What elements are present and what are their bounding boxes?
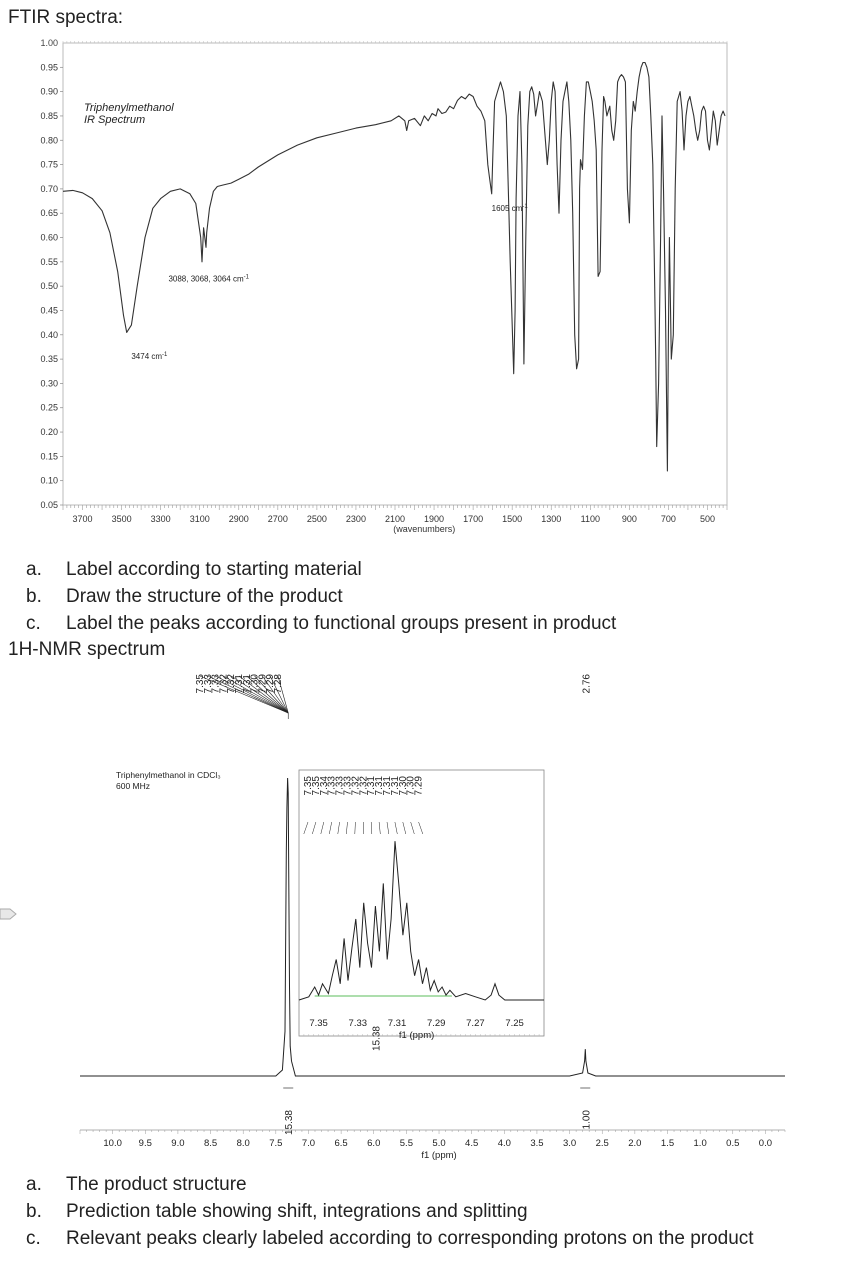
ir-y-tick-label: 0.35 [40,354,58,365]
nmr-x-tick-label: 6.0 [367,1138,381,1149]
ir-question-list [26,556,616,637]
ir-x-tick-label: 700 [660,514,676,524]
ir-x-axis [73,514,715,534]
nmr-inset-peak-label: 7.33 [326,776,338,796]
nmr-question-a [26,1171,754,1198]
nmr-peak-label: 7.33 [202,674,214,694]
ir-x-tick-label: 1500 [502,514,523,524]
side-arrow-icon [0,906,18,922]
nmr-x-tick-label: 8.0 [236,1138,250,1149]
nmr-x-tick-label: 5.0 [432,1138,446,1149]
nmr-inset-axis-label: f1 (ppm) [398,1030,435,1041]
nmr-peak-label: 7.32 [226,674,238,694]
nmr-x-tick-label: 4.0 [497,1138,511,1149]
nmr-inset-peak-label: 7.35 [310,776,322,796]
nmr-question-c-text: Relevant peaks clearly labeled according to corresponding protons on the product [66,1228,754,1249]
ir-y-tick-label: 0.50 [40,281,58,292]
nmr-title: Triphenylmethanol in CDCl₃ [116,770,221,780]
ir-y-tick-label: 0.75 [40,159,58,170]
ir-question-b-letter: b. [26,586,42,607]
ir-series-line [63,63,725,472]
nmr-inset-peak-label: 7.31 [374,776,386,796]
nmr-x-tick-label: 3.5 [530,1138,544,1149]
nmr-peak-label: 7.28 [273,674,284,694]
nmr-integral [283,1088,295,1135]
nmr-inset-peak-label: 7.30 [397,776,409,796]
nmr-x-tick-label: 2.0 [628,1138,642,1149]
ir-question-a [26,556,616,583]
nmr-peak-labels [195,674,592,719]
ir-x-tick-label: 3100 [189,514,210,524]
ir-y-tick-label: 0.25 [40,402,58,413]
nmr-x-axis [80,1130,785,1161]
ir-y-tick-label: 0.65 [40,208,58,219]
nmr-question-b [26,1198,754,1225]
nmr-peak-label-single: 2.76 [581,674,593,694]
ir-x-tick-label: 3700 [72,514,93,524]
nmr-inset-peak-label: 7.31 [382,776,393,796]
ir-y-axis [40,38,63,510]
nmr-x-tick-label: 0.0 [758,1138,773,1149]
ir-chart-title [84,102,174,126]
ir-x-tick-label: 2100 [384,514,406,524]
nmr-inset-peak-label: 7.32 [350,776,362,796]
nmr-heading: 1H-NMR spectrum [8,639,166,660]
ir-y-tick-label: 0.20 [40,427,58,438]
ir-annotation-superscript: -1 [243,274,249,281]
nmr-inset-peak-label: 7.33 [342,776,354,796]
ir-transmittance-line [63,63,725,472]
ir-y-tick-label: 0.90 [40,86,58,97]
ir-x-tick-label: 2900 [228,514,249,524]
nmr-inset-peak-label: 7.31 [389,776,401,796]
ir-y-tick-label: 0.30 [40,378,58,389]
ir-y-tick-label: 0.85 [40,110,58,121]
nmr-x-tick-label: 9.5 [138,1138,152,1149]
ir-x-tick-label: 2500 [306,514,327,524]
nmr-inset-tick-label: 7.25 [505,1018,524,1029]
ir-peak-annotation: 1605 $cm^{-1}$ [491,203,528,213]
ir-title-line: IR Spectrum [84,114,146,126]
nmr-question-c-letter: c. [26,1228,41,1249]
nmr-inset-peak-label: 7.33 [334,776,346,796]
nmr-peak-label: 7.29 [257,674,269,694]
nmr-x-tick-label: 6.5 [334,1138,348,1149]
ir-question-a-text: Label according to starting material [66,559,362,580]
nmr-inset-peak-label: 7.29 [413,776,425,796]
ir-x-tick-label: 900 [621,514,637,524]
ir-y-tick-label: 0.45 [40,305,58,316]
ir-y-tick-label: 0.95 [40,62,58,73]
nmr-x-tick-label: 2.5 [595,1138,609,1149]
ir-question-c [26,610,616,637]
ir-y-tick-label: 0.15 [40,451,58,462]
nmr-inset-tick-label: 7.31 [387,1018,407,1029]
nmr-inset-peak-label: 7.32 [358,776,370,796]
nmr-peak-label: 7.31 [234,674,245,694]
ir-spectrum-chart [0,0,860,548]
nmr-peak-label: 7.30 [249,674,261,694]
ir-y-tick-label-top: 1.00 [40,38,58,48]
nmr-peak-label: 7.29 [265,674,277,694]
ir-x-tick-label: 3500 [111,514,132,524]
nmr-inset-tick-label: 7.35 [309,1018,328,1029]
ir-y-tick-label: 0.80 [40,135,58,146]
nmr-inset-peak-label: 7.35 [303,776,314,796]
nmr-integral [580,1088,592,1129]
ir-y-tick-label: 0.60 [40,232,58,243]
ir-y-tick-label: 0.05 [40,500,58,510]
ir-x-tick-label: 3300 [150,514,171,524]
ir-x-tick-label: 2700 [267,514,288,524]
nmr-x-tick-label: 3.0 [562,1138,577,1149]
nmr-inset-tick-label: 7.29 [426,1018,446,1029]
nmr-inset [299,770,544,1051]
ir-question-b-text: Draw the structure of the product [66,586,343,607]
nmr-chart-title [116,770,221,791]
ir-x-tick-label: 1900 [424,514,445,524]
nmr-integral-label: 1.00 [581,1110,593,1130]
ftir-heading: FTIR spectra: [8,7,124,28]
nmr-inset-tick-label: 7.27 [466,1018,485,1029]
ir-x-axis-label: (wavenumbers) [393,524,456,534]
nmr-inset-tick-label: 7.33 [348,1018,368,1029]
nmr-question-b-letter: b. [26,1201,42,1222]
nmr-x-tick-label: 7.5 [269,1138,283,1149]
nmr-question-c [26,1225,754,1252]
ir-x-tick-label: 500 [699,514,715,524]
ir-x-tick-label: 1100 [580,514,600,524]
ir-peak-annotation: 3088, 3068, 3064 $cm^{-1}$ [168,274,249,284]
ir-annotation-superscript: -1 [162,352,168,359]
ir-question-b [26,583,616,610]
nmr-x-axis-label: f1 (ppm) [421,1150,457,1161]
ir-x-tick-label: 1300 [541,514,562,524]
nmr-x-tick-label: 0.5 [726,1138,740,1149]
nmr-peak-label: 7.32 [218,674,230,694]
nmr-spectrum-chart [0,660,860,1180]
ir-x-tick-label: 2300 [345,514,366,524]
ir-annotation-superscript: -1 [522,203,528,210]
nmr-x-tick-label: 4.5 [465,1138,479,1149]
nmr-peak-label: 7.33 [210,674,222,694]
nmr-subtitle: 600 MHz [116,781,151,791]
ir-title-line: Triphenylmethanol [84,102,174,114]
nmr-x-tick-label: 7.0 [301,1138,316,1149]
ir-question-a-letter: a. [26,559,42,580]
nmr-x-tick-label: 8.5 [203,1138,218,1149]
nmr-x-tick-label: 1.0 [693,1138,707,1149]
ir-question-c-text: Label the peaks according to functional groups present in product [66,613,617,634]
ir-question-c-letter: c. [26,613,41,634]
nmr-inset-integral-label: 15.38 [371,1026,383,1052]
ir-y-tick-label: 0.70 [40,183,58,194]
ir-peak-annotation: 3474 $cm^{-1}$ [131,352,168,362]
ir-y-tick-label: 0.40 [40,329,58,340]
nmr-question-a-text: The product structure [66,1174,247,1195]
ir-y-tick-label: 0.10 [40,475,58,486]
nmr-integral-label: 15.38 [284,1110,296,1136]
nmr-question-b-text: Prediction table showing shift, integrations and splitting [66,1201,528,1222]
nmr-x-tick-label: 9.0 [171,1138,185,1149]
ir-x-tick-label: 1700 [463,514,484,524]
nmr-question-list [26,1171,754,1252]
nmr-peak-label: 7.35 [195,674,206,694]
nmr-inset-peak-label: 7.30 [405,776,417,796]
ir-y-tick-label: 0.55 [40,256,58,267]
nmr-peak-label: 7.31 [241,674,253,694]
nmr-inset-peak-label: 7.34 [318,776,330,796]
nmr-inset-peak-label: 7.31 [366,776,378,796]
nmr-question-a-letter: a. [26,1174,42,1195]
nmr-x-tick-label: 5.5 [399,1138,413,1149]
nmr-x-tick-label: 1.5 [660,1138,675,1149]
ir-annotations [131,204,528,361]
nmr-x-tick-label: 10.0 [103,1138,122,1149]
